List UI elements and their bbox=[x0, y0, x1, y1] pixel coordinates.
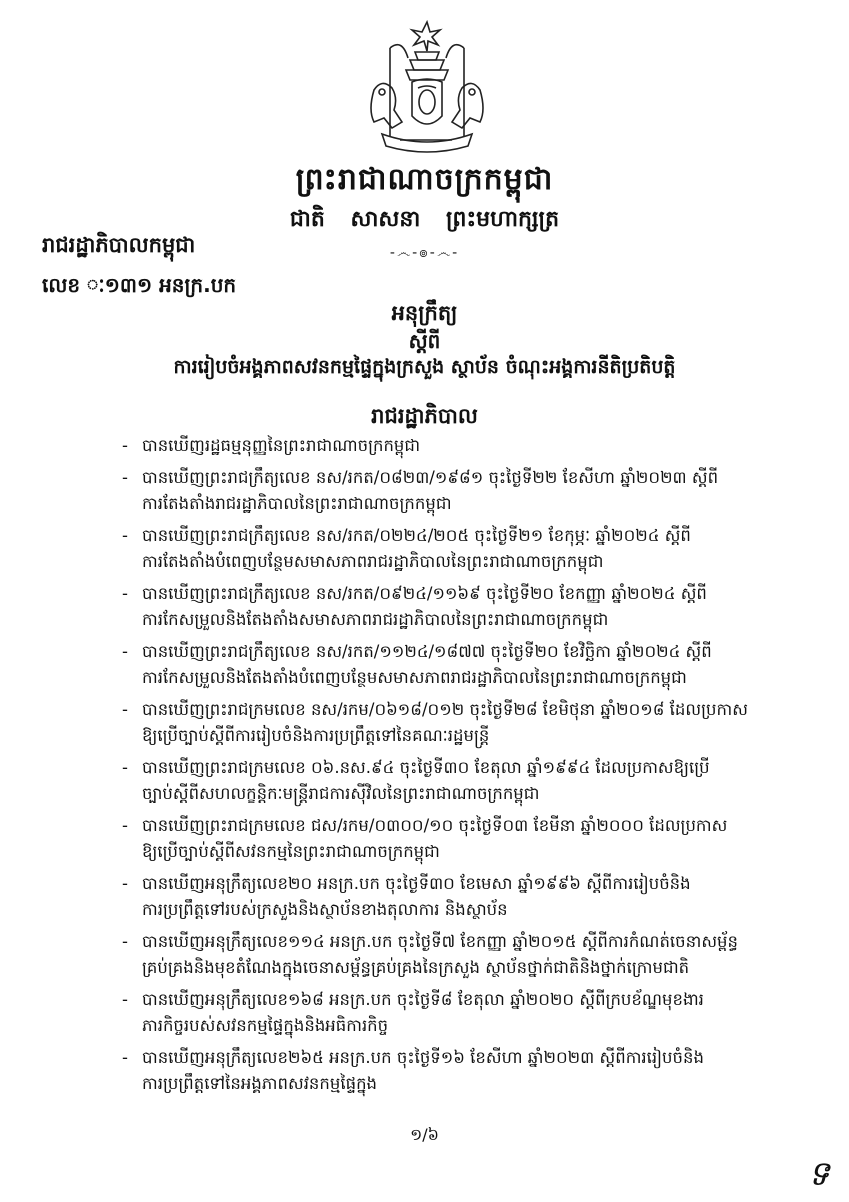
reference-item bbox=[122, 871, 762, 923]
handwritten-initial: ទ bbox=[808, 1154, 830, 1194]
reference-line: - បានឃើញព្រះរាជក្រមលេខ ជស/រកម/០៣០០/១០ ចុះថ្ងៃទី០៣ ខែមីនា ឆ្នាំ២០០០ ដែលប្រកាស bbox=[142, 816, 728, 835]
reference-line: - បានឃើញព្រះរាជក្រឹត្យលេខ នស/រកត/០២២៤/២០៥ ចុះថ្ងៃទី២១ ខែកុម្ភៈ ឆ្នាំ២០២៤ ស្តីពី bbox=[142, 526, 691, 545]
reference-line: ការតែងតាំងបំពេញបន្ថែមសមាសភាពរាជរដ្ឋាភិបាលនៃព្រះរាជាណាចក្រកម្ពុជា bbox=[142, 552, 604, 571]
reference-line: - បានឃើញព្រះរាជក្រឹត្យលេខ នស/រកត/០៨២៣/១៩៨១ ចុះថ្ងៃទី២២ ខែសីហា ឆ្នាំ២០២៣ ស្តីពី bbox=[142, 468, 719, 487]
reference-line: ច្បាប់ស្តីពីសហលក្ខន្តិកៈមន្ត្រីរាជការស៊ីវិលនៃព្រះរាជាណាចក្រកម្ពុជា bbox=[142, 784, 540, 803]
reference-line: ការកែសម្រួលនិងតែងតាំងបំពេញបន្ថែមសមាសភាពរាជរដ្ឋាភិបាលនៃព្រះរាជាណាចក្រកម្ពុជា bbox=[142, 668, 687, 687]
reference-item bbox=[122, 523, 762, 575]
national-motto: ជាតិ សាសនា ព្រះមហាក្សត្រ bbox=[289, 207, 560, 232]
reference-line: - បានឃើញព្រះរាជក្រឹត្យលេខ នស/រកត/០៩២៤/១១៦៩ ចុះថ្ងៃទី២០ ខែកញ្ញា ឆ្នាំ២០២៤ ស្តីពី bbox=[142, 584, 707, 603]
about-label: ស្តីពី bbox=[408, 329, 441, 353]
reference-line: - បានឃើញអនុក្រឹត្យលេខ១៦៨ អនក្រ.បក ចុះថ្ងៃទី៨ ខែតុលា ឆ្នាំ២០២០ ស្តីពីក្របខ័ណ្ឌមុខងារ bbox=[142, 990, 704, 1009]
document-type: អនុក្រឹត្យ bbox=[391, 301, 458, 325]
reference-line: - បានឃើញព្រះរាជក្រមលេខ ០៦.នស.៩៤ ចុះថ្ងៃទី៣០ ខែតុលា ឆ្នាំ១៩៩៤ ដែលប្រកាសឱ្យប្រើ bbox=[142, 758, 710, 777]
legal-references-list bbox=[122, 433, 762, 1103]
reference-item bbox=[122, 639, 762, 691]
reference-item bbox=[122, 433, 762, 459]
reference-line: - បានឃើញរដ្ឋធម្មនុញ្ញនៃព្រះរាជាណាចក្រកម្ពុជា bbox=[142, 436, 421, 455]
decree-subject: ការរៀបចំអង្គភាពសវនកម្មផ្ទៃក្នុងក្រសួង ស្ថាប័ន ចំណុះអង្គការនីតិប្រតិបត្តិ bbox=[173, 356, 676, 378]
reference-item bbox=[122, 1045, 762, 1097]
reference-line: - បានឃើញអនុក្រឹត្យលេខ២០ អនក្រ.បក ចុះថ្ងៃទី៣០ ខែមេសា ឆ្នាំ១៩៩៦ ស្តីពីការរៀបចំនិង bbox=[142, 874, 691, 893]
royal-coat-of-arms-emblem bbox=[352, 18, 502, 160]
reference-line: ការប្រព្រឹត្តទៅនៃអង្គភាពសវនកម្មផ្ទៃក្នុង bbox=[142, 1074, 378, 1093]
reference-line: - បានឃើញអនុក្រឹត្យលេខ២៦៥ អនក្រ.បក ចុះថ្ងៃទី១៦ ខែសីហា ឆ្នាំ២០២៣ ស្តីពីការរៀបចំនិង bbox=[142, 1048, 704, 1067]
reference-item bbox=[122, 755, 762, 807]
reference-line: ឱ្យប្រើច្បាប់ស្តីពីសវនកម្មនៃព្រះរាជាណាចក្រកម្ពុជា bbox=[142, 842, 440, 861]
reference-line: - បានឃើញព្រះរាជក្រមលេខ នស/រកម/០៦១៨/០១២ ចុះថ្ងៃទី២៨ ខែមិថុនា ឆ្នាំ២០១៨ ដែលប្រកាស bbox=[142, 700, 748, 719]
reference-item bbox=[122, 929, 762, 981]
government-heading: រាជរដ្ឋាភិបាល bbox=[371, 404, 478, 428]
reference-item bbox=[122, 813, 762, 865]
issuing-government: រាជរដ្ឋាភិបាលកម្ពុជា bbox=[42, 233, 196, 257]
reference-line: - បានឃើញព្រះរាជក្រឹត្យលេខ នស/រកត/១១២៤/១៨៧៧ ចុះថ្ងៃទី២០ ខែវិច្ឆិកា ឆ្នាំ២០២៤ ស្តីពី bbox=[142, 642, 712, 661]
reference-line: គ្រប់គ្រងនិងមុខតំណែងក្នុងចេនាសម្ព័ន្ធគ្រប់គ្រងនៃក្រសួង ស្ថាប័នថ្នាក់ជាតិនិងថ្នាក់ក្រោមជាតិ bbox=[142, 958, 690, 977]
reference-line: ឱ្យប្រើច្បាប់ស្តីពីការរៀបចំនិងការប្រព្រឹត្តទៅនៃគណៈរដ្ឋមន្ត្រី bbox=[142, 726, 490, 745]
reference-line: ការប្រព្រឹត្តទៅរបស់ក្រសួងនិងស្ថាប័នខាងតុលាការ និងស្ថាប័ន bbox=[142, 900, 508, 919]
reference-line: - បានឃើញអនុក្រឹត្យលេខ១១៤ អនក្រ.បក ចុះថ្ងៃទី៧ ខែកញ្ញា ឆ្នាំ២០១៥ ស្តីពីការកំណត់ចេនាសម្ព័ន្ធ bbox=[142, 932, 738, 951]
reference-item bbox=[122, 697, 762, 749]
reference-line: ការកែសម្រួលនិងតែងតាំងសមាសភាពរាជរដ្ឋាភិបាលនៃព្រះរាជាណាចក្រកម្ពុជា bbox=[142, 610, 609, 629]
reference-item bbox=[122, 987, 762, 1039]
reference-item bbox=[122, 581, 762, 633]
reference-item bbox=[122, 465, 762, 517]
reference-line: ភារកិច្ចរបស់សវនកម្មផ្ទៃក្នុងនិងអធិការកិច្ច bbox=[142, 1016, 389, 1035]
reference-line: ការតែងតាំងរាជរដ្ឋាភិបាលនៃព្រះរាជាណាចក្រកម្ពុជា bbox=[142, 494, 452, 513]
decree-number: លេខ ៈ១៣១ អនក្រ.បក bbox=[42, 273, 237, 297]
motto-ornament: -෴-๏-෴- bbox=[389, 245, 460, 261]
page-number: ១/៦ bbox=[410, 1125, 439, 1144]
kingdom-title: ព្រះរាជាណាចក្រកម្ពុជា bbox=[295, 162, 554, 197]
